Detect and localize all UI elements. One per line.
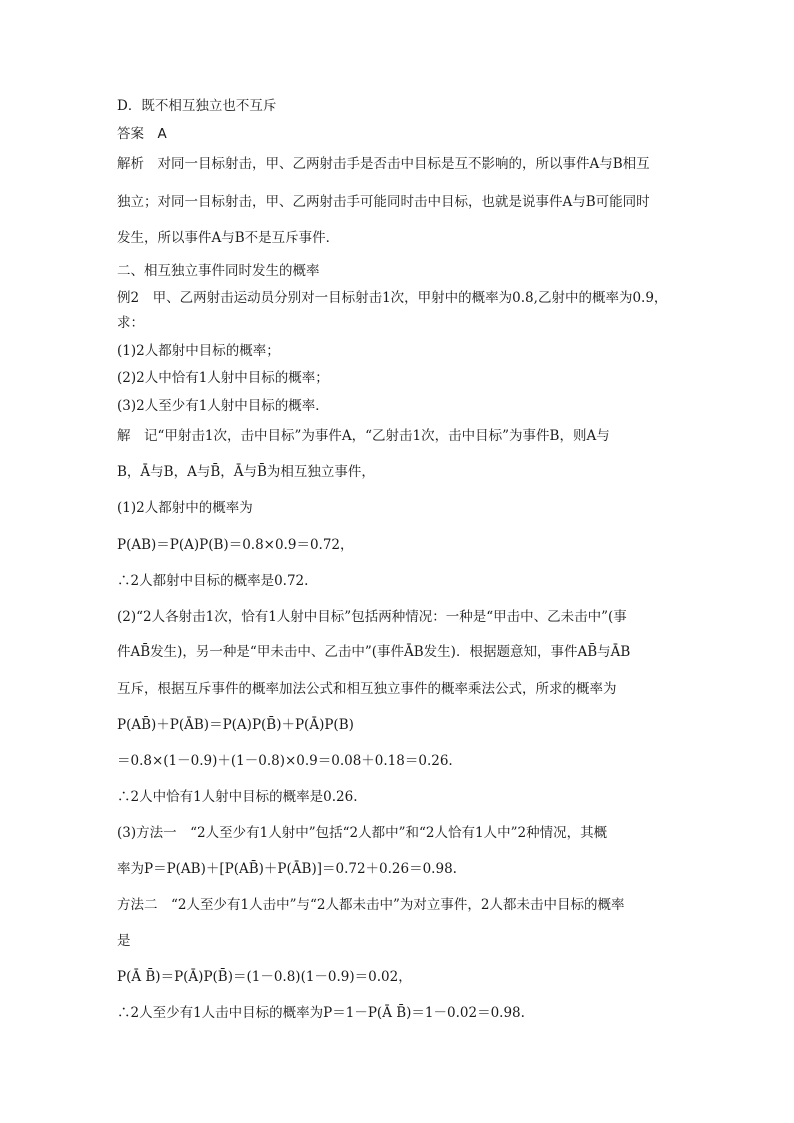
answer-line: 答案 A xyxy=(117,126,167,142)
question-2: (2)2人中恰有1人射中目标的概率； xyxy=(117,370,329,386)
part-3-method-1-line-1: (3)方法一 “2人至少有1人射中”包括“2人都中”和“2人恰有1人中”2种情况，其概 xyxy=(117,825,608,841)
part-2-formula-2: ＝0.8×(1－0.9)＋(1－0.8)×0.9＝0.08＋0.18＝0.26. xyxy=(117,753,453,769)
question-1: (1)2人都射中目标的概率； xyxy=(117,343,280,359)
part-3-conclusion: ∴2人至少有1人击中目标的概率为P＝1－P(Ā B̄)＝1－0.02＝0.98. xyxy=(117,1005,525,1021)
example-2-line-2: 求： xyxy=(117,315,144,331)
part-1-formula: P(AB)＝P(A)P(B)＝0.8×0.9＝0.72， xyxy=(117,537,354,553)
option-d: D．既不相互独立也不互斥 xyxy=(117,98,277,114)
part-1-conclusion: ∴2人都射中目标的概率是0.72. xyxy=(117,573,309,589)
part-2-line-1: (2)“2人各射击1次，恰有1人射中目标”包括两种情况：一种是“甲击中、乙未击中”(事 xyxy=(117,609,627,625)
question-3: (3)2人至少有1人射中目标的概率． xyxy=(117,398,329,414)
part-2-line-2: 件AB̄发生)，另一种是“甲未击中、乙击中”(事件ĀB发生)．根据题意知，事件AB̄与ĀB xyxy=(117,644,631,660)
part-3-method-2-line-2: 是 xyxy=(117,933,131,949)
part-2-conclusion: ∴2人中恰有1人射中目标的概率是0.26. xyxy=(117,789,358,805)
part-3-method-2-formula: P(Ā B̄)＝P(Ā)P(B̄)＝(1－0.8)(1－0.9)＝0.02， xyxy=(117,969,412,985)
analysis-line-3: 发生，所以事件A与B不是互斥事件． xyxy=(117,230,340,246)
solution-line-2: B，Ā与B，A与B̄，Ā与B̄为相互独立事件， xyxy=(117,464,375,480)
part-2-formula-1: P(AB̄)＋P(ĀB)＝P(A)P(B̄)＋P(Ā)P(B) xyxy=(117,717,354,733)
example-2-line-1: 例2 甲、乙两射击运动员分别对一目标射击1次，甲射中的概率为0.8,乙射中的概率为0.9， xyxy=(117,290,668,306)
analysis-line-1: 解析 对同一目标射击，甲、乙两射击手是否击中目标是互不影响的，所以事件A与B相互 xyxy=(117,156,650,172)
part-3-method-2-line-1: 方法二 “2人至少有1人击中”与“2人都未击中”为对立事件，2人都未击中目标的概率 xyxy=(117,897,625,913)
section-heading: 二、相互独立事件同时发生的概率 xyxy=(117,263,320,279)
part-1-heading: (1)2人都射中的概率为 xyxy=(117,500,253,516)
part-2-line-3: 互斥，根据互斥事件的概率加法公式和相互独立事件的概率乘法公式，所求的概率为 xyxy=(117,681,617,697)
analysis-line-2: 独立；对同一目标射击，甲、乙两射击手可能同时击中目标，也就是说事件A与B可能同时 xyxy=(117,194,650,210)
part-3-method-1-line-2: 率为P＝P(AB)＋[P(AB̄)＋P(ĀB)]＝0.72＋0.26＝0.98. xyxy=(117,861,457,877)
solution-line-1: 解 记“甲射击1次，击中目标”为事件A，“乙射击1次，击中目标”为事件B，则A与 xyxy=(117,428,610,444)
